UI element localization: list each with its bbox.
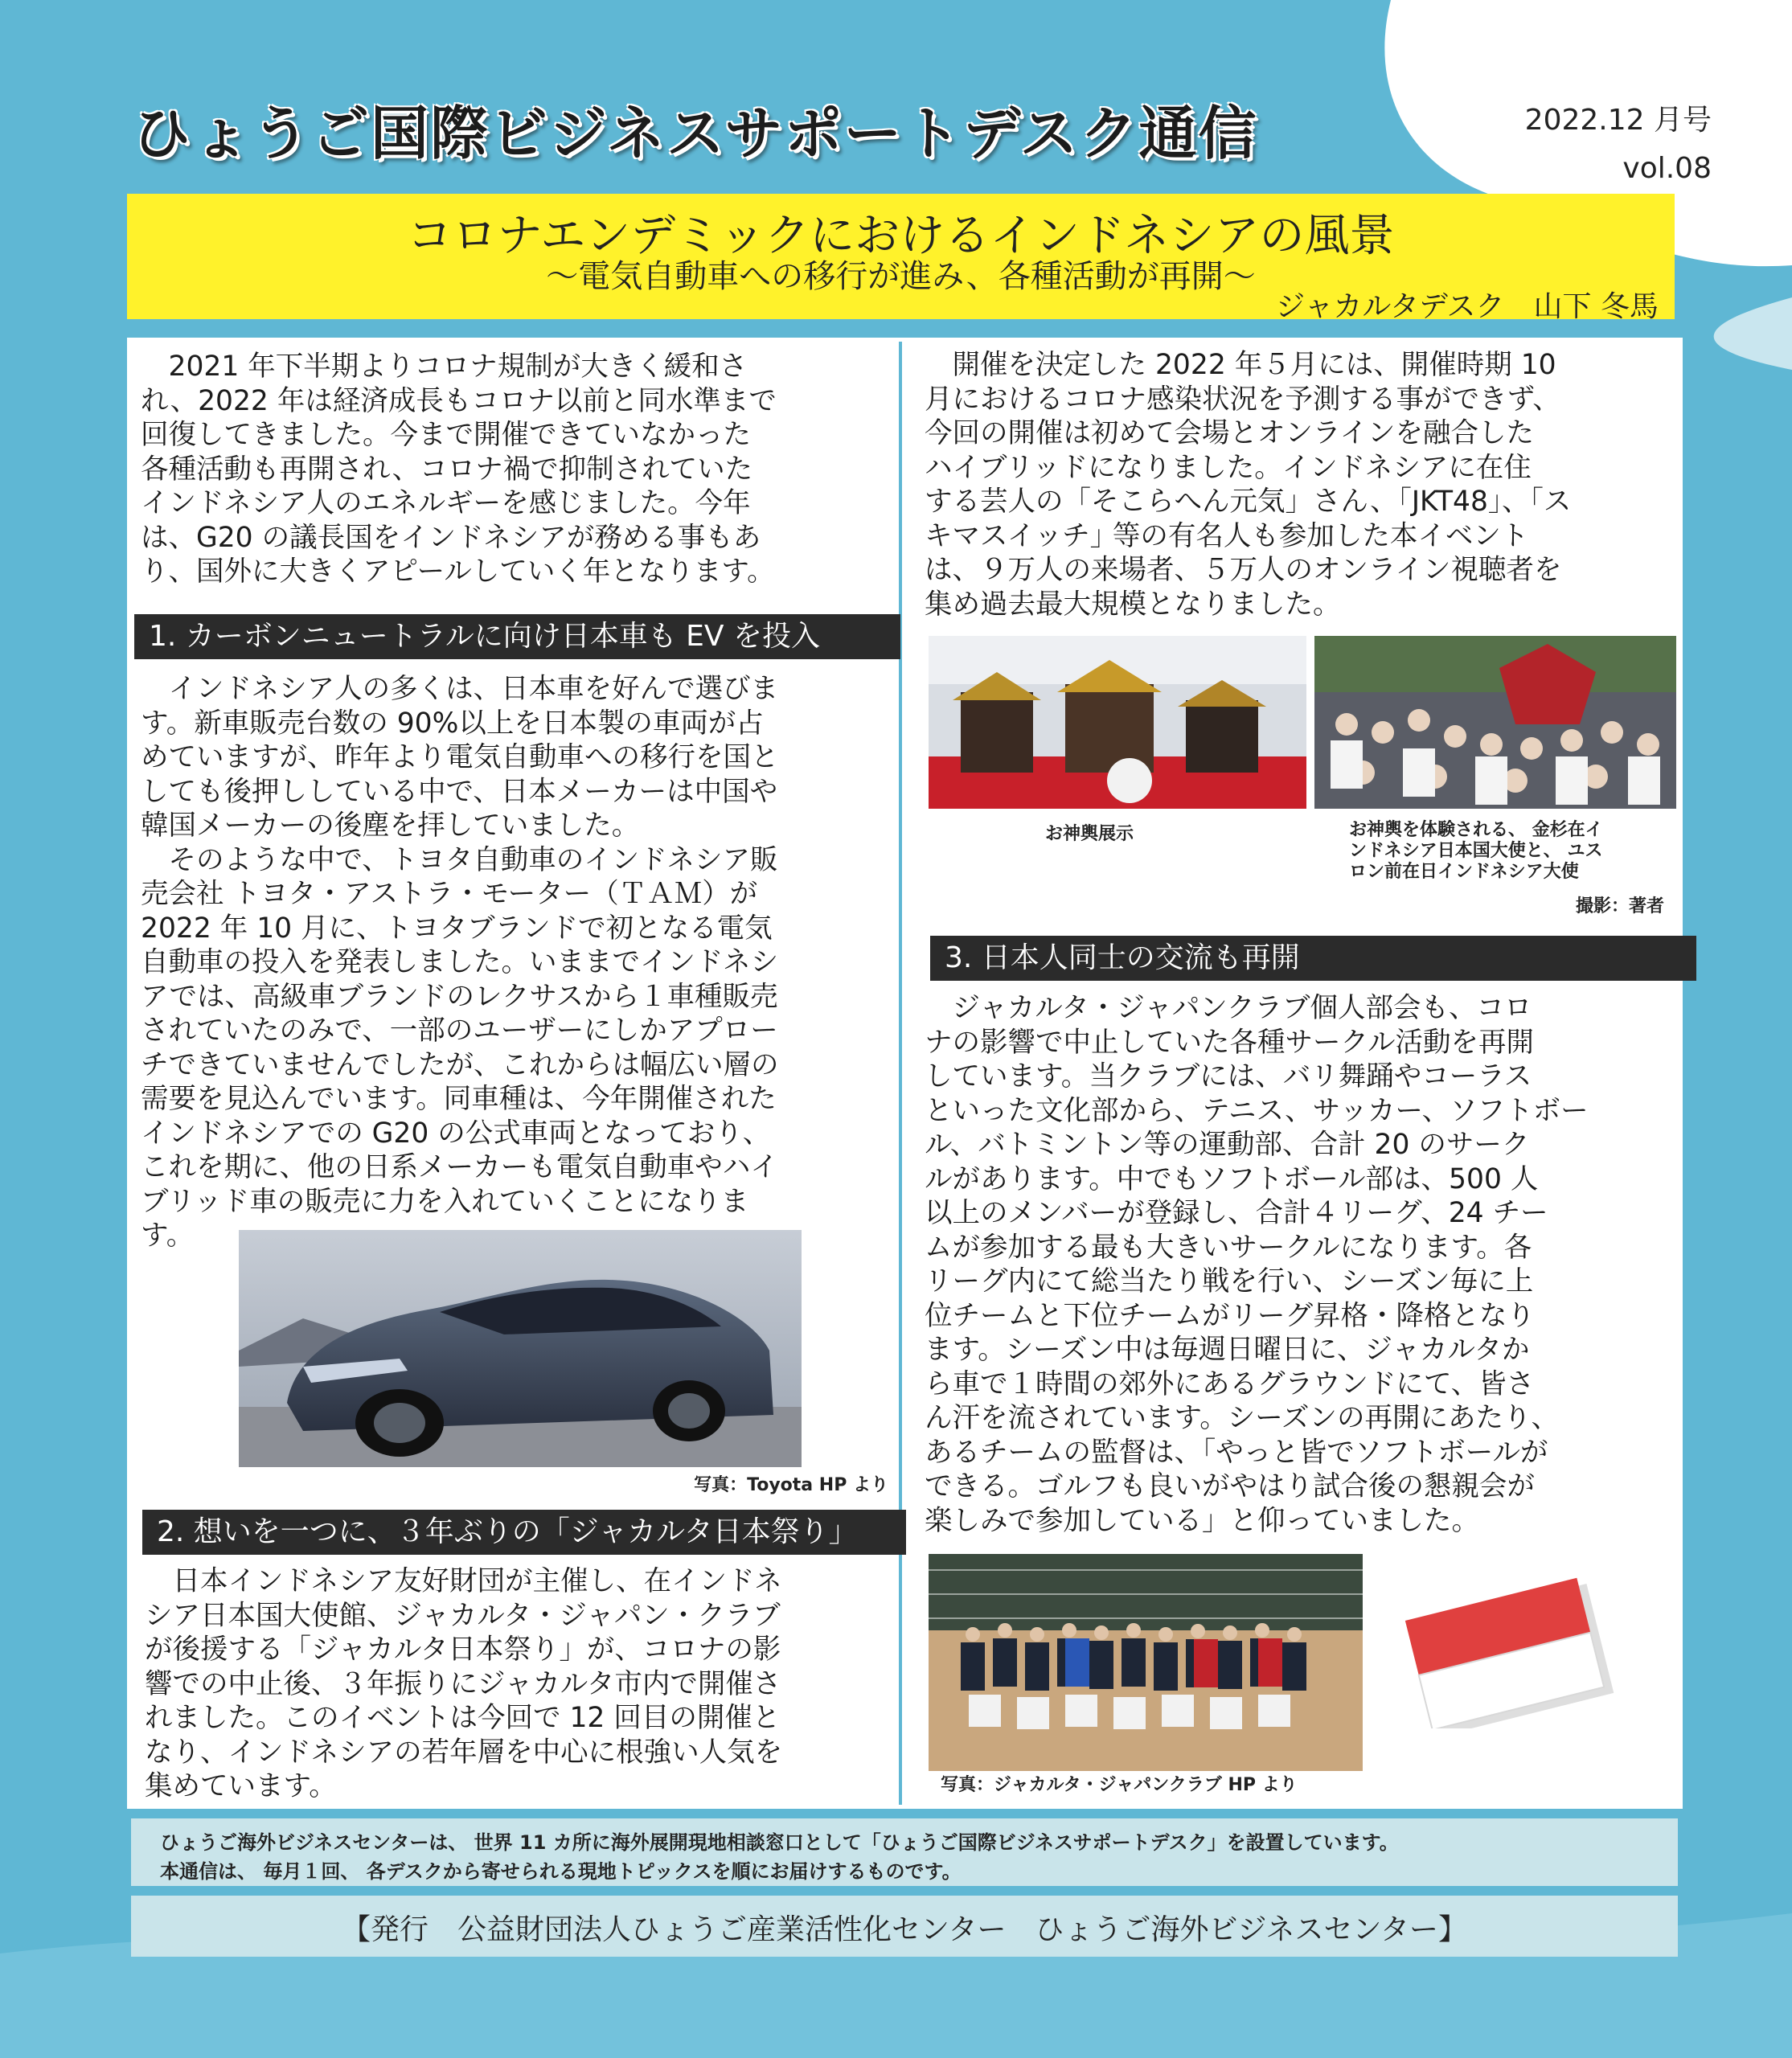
- indonesia-flag-icon: [1399, 1568, 1624, 1728]
- section-1-heading: 1. カーボンニュートラルに向け日本車も EV を投入: [134, 614, 900, 659]
- softball-team-photo: [929, 1554, 1363, 1771]
- headline-title: コロナエンデミックにおけるインドネシアの風景: [407, 210, 1395, 262]
- festival-continued-text: [925, 348, 1680, 621]
- footer-description: [131, 1818, 1678, 1886]
- issue-date: 2022.12 月号: [1524, 104, 1712, 137]
- footer-publisher: [131, 1896, 1678, 1957]
- festival-paragraph: 開催を決定した 2022 年５月には、開催時期 10 月におけるコロナ感染状況を予測する事ができず、 今回の開催は初めて会場とオンラインを融合した ハイブリッドになりました。インドネシアに在住 する芸人の「そこらへん元気」さん、｢JKT48｣、｢ス キマスイッチ｣ 等の有名人も参加した本イベント は、９万人の来場者、５万人のオンライン視聴者を 集め過去最大規模となりました。: [925, 349, 1572, 621]
- footer-line-1: ひょうご海外ビジネスセンターは、 世界 11 カ所に海外展開現地相談窓口として「ひょうご国際ビジネスサポートデスク」を設置しています。: [160, 1831, 1399, 1854]
- softball-photo-caption: 写真：ジャカルタ・ジャパンクラブ HP より: [941, 1775, 1298, 1795]
- mikoshi-display-photo: [929, 636, 1306, 809]
- publisher-text: 【発行 公益財団法人ひょうご産業活性化センター ひょうご海外ビジネスセンター】: [341, 1913, 1468, 1946]
- photo-credit: 撮影：著者: [1575, 896, 1664, 916]
- section-1-text: [141, 672, 896, 1253]
- section-2-text: [145, 1564, 900, 1804]
- intro-text: 2021 年下半期よりコロナ規制が大きく緩和さ れ、2022 年は経済成長もコロナ以前と同水準まで 回復してきました。今まで開催できていなかった 各種活動も再開され、コロナ禍で抑制されていた インドネシア人のエネルギーを感じました。今年 は、G20 の議長国をインドネシアが務める事もあ り、国外に大きくアピールしていく年となります。: [141, 351, 777, 588]
- section-1-paragraph-2: そのような中で、トヨタ自動車のインドネシア販 売会社 トヨタ・アストラ・モーター（ＴＡＭ）が 2022 年 10 月に、トヨタブランドで初となる電気 自動車の投入を発表しました。いままでインドネシ アでは、高級車ブランドのレクサスから１車種販売 されていたのみで、一部のユーザーにしかアプロー チできていませんでしたが、これからは幅広い層の 需要を見込んでいます。同車種は、今年開催された インドネシアでの G20 の公式車両となっており、 これを期に、他の日系メーカーも電気自動車やハイ ブリッド車の販売に力を入れていくことになりま す。: [141, 843, 779, 1252]
- mikoshi-experience-photo: [1314, 636, 1676, 809]
- article-author: ジャカルタデスク 山下 冬馬: [1276, 290, 1659, 323]
- mikoshi-display-caption: お神輿展示: [1045, 824, 1134, 844]
- toyota-ev-photo: [239, 1230, 802, 1467]
- footer-line-2: 本通信は、 毎月１回、 各デスクから寄せられる現地トピックスを順にお届けするものです。: [160, 1860, 962, 1883]
- section-2-paragraph-1: 日本インドネシア友好財団が主催し、在インドネ シア日本国大使館、ジャカルタ・ジャパン・クラブ が後援する「ジャカルタ日本祭り」が、コロナの影 響での中止後、３年振りにジャカルタ市内で開催さ れました。このイベントは今回で 12 回目の開催と なり、インドネシアの若年層を中心に根強い人気を 集めています。: [145, 1565, 783, 1802]
- section-3-heading: 3. 日本人同士の交流も再開: [930, 936, 1696, 981]
- intro-paragraph: [141, 350, 896, 589]
- newsletter-title: ひょうご国際ビジネスサポートデスク通信: [133, 100, 1258, 167]
- issue-volume: vol.08: [1622, 152, 1712, 185]
- mikoshi-experience-caption: お神輿を体験される、 金杉在イ ンドネシア日本国大使と、 ユス ロン前在日インドネシア大使: [1349, 820, 1603, 882]
- section-2-heading: 2. 想いを一つに、３年ぶりの「ジャカルタ日本祭り」: [142, 1510, 906, 1555]
- section-1-paragraph-1: インドネシア人の多くは、日本車を好んで選びま す。新車販売台数の 90%以上を日本製の車両が占 めていますが、昨年より電気自動車への移行を国と しても後押ししている中で、日本メーカーは中国や 韓国メーカーの後塵を拝していました。: [141, 673, 779, 842]
- headline-subtitle: ～電気自動車への移行が進み、各種活動が再開～: [546, 258, 1256, 295]
- issue-info: [1470, 96, 1712, 193]
- section-3-text: [925, 991, 1680, 1538]
- section-3-paragraph-1: ジャカルタ・ジャパンクラブ個人部会も、コロ ナの影響で中止していた各種サークル活動を再開 しています。当クラブには、バリ舞踊やコーラス といった文化部から、テニス、サッカー、ソフトボー ル、バトミントン等の運動部、合計 20 のサーク ルがあります。中でもソフトボール部は、500 人 以上のメンバーが登録し、合計４リーグ、24 チー ムが参加する最も大きいサークルになります。各 リーグ内にて総当たり戦を行い、シーズン毎に上 位チームと下位チームがリーグ昇格・降格となり ます。シーズン中は毎週日曜日に、ジャカルタか ら車で１時間の郊外にあるグラウンドにて、皆さ ん汗を流されています。シーズンの再開にあたり、 あるチームの監督は、「やっと皆でソフトボールが できる。ゴルフも良いがやはり試合後の懇親会が 楽しみで参加している」と仰っていました。: [925, 992, 1589, 1537]
- headline-banner: [127, 194, 1675, 323]
- toyota-photo-caption: 写真：Toyota HP より: [694, 1475, 888, 1495]
